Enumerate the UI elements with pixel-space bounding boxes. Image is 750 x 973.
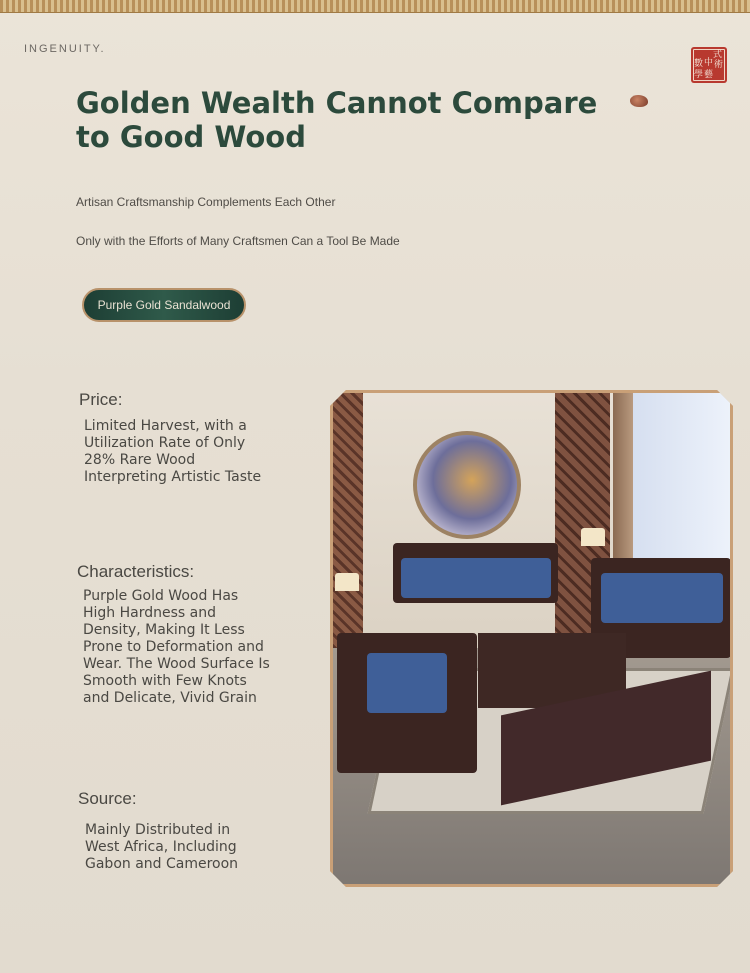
photo-sofa-cushion <box>401 558 551 598</box>
seal-char: 學 <box>694 70 704 80</box>
material-badge: Purple Gold Sandalwood <box>82 288 246 322</box>
source-label: Source: <box>78 789 137 808</box>
seal-char: 式 <box>713 50 723 60</box>
photo-round-artwork <box>413 431 521 539</box>
living-room-photo <box>330 390 733 887</box>
source-text: Mainly Distributed in West Africa, Including Gabon and Cameroon <box>85 822 239 872</box>
subtitle-craftsmanship: Artisan Craftsmanship Complements Each Other <box>76 195 336 209</box>
seal-char: 術 <box>714 60 724 70</box>
photo-loveseat-cushion <box>601 573 723 623</box>
seal-stamp <box>691 47 727 83</box>
seal-char: 數 <box>694 59 704 69</box>
seal-char: 中 <box>704 58 714 68</box>
characteristics-text: Purple Gold Wood Has High Hardness and Density, Making It Less Prone to Deformation and Wear. The Wood Surface Is Smooth with Few Knots and Delicate, Vivid Grain <box>83 588 270 706</box>
decorative-top-border <box>0 0 750 13</box>
photo-armchair-cushion <box>367 653 447 713</box>
subtitle-craftsmen: Only with the Efforts of Many Craftsmen Can a Tool Be Made <box>76 234 400 248</box>
photo-lamp <box>335 573 359 591</box>
brand-name: INGENUITY. <box>24 43 106 55</box>
price-label: Price: <box>79 390 123 409</box>
page-title: Golden Wealth Cannot Compare to Good Wood <box>76 86 598 154</box>
photo-lamp <box>581 528 605 546</box>
price-text: Limited Harvest, with a Utilization Rate of Only 28% Rare Wood Interpreting Artistic Taste <box>84 418 262 485</box>
characteristics-label: Characteristics: <box>77 562 195 581</box>
seal-char: 藝 <box>704 70 714 80</box>
decorative-stone-icon <box>630 95 648 107</box>
